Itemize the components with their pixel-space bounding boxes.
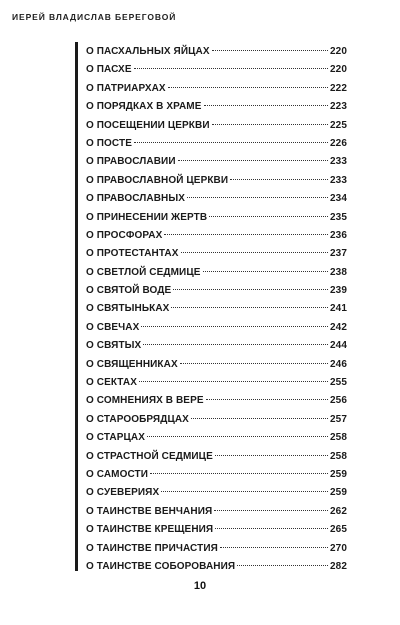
toc-entry-title: О ПОСТЕ: [86, 137, 132, 149]
toc-entry-page-number: 256: [330, 395, 347, 407]
running-head: ИЕРЕЙ ВЛАДИСЛАВ БЕРЕГОВОЙ: [12, 12, 177, 22]
toc-entry: [86, 303, 347, 321]
toc-dot-leader: [203, 271, 329, 272]
toc-entry-title: О ПРИНЕСЕНИИ ЖЕРТВ: [86, 211, 208, 223]
toc-dot-leader: [147, 436, 328, 437]
toc-entry: [86, 248, 347, 266]
toc-entry-title: О СВЯТОЙ ВОДЕ: [86, 285, 172, 297]
toc-entry-page-number: 241: [330, 303, 347, 315]
toc-entry: [86, 156, 347, 174]
toc-entry: [86, 285, 347, 303]
toc-entry-title: О ПРОСФОРАХ: [86, 229, 163, 241]
toc-entry-page-number: 237: [330, 248, 347, 260]
toc-dot-leader: [134, 142, 328, 143]
toc-dot-leader: [220, 547, 328, 548]
toc-dot-leader: [215, 528, 328, 529]
toc-entry: [86, 64, 347, 82]
toc-entry-page-number: 238: [330, 266, 347, 278]
toc-entry: [86, 193, 347, 211]
toc-entry-title: О ТАИНСТВЕ ВЕНЧАНИЯ: [86, 505, 213, 517]
toc-entry-title: О ТАИНСТВЕ СОБОРОВАНИЯ: [86, 560, 236, 572]
toc-entry: [86, 487, 347, 505]
table-of-contents: [86, 46, 347, 579]
toc-dot-leader: [181, 252, 328, 253]
toc-entry-title: О СВЯТЫХ: [86, 340, 142, 352]
toc-entry-title: О ТАИНСТВЕ ПРИЧАСТИЯ: [86, 542, 218, 554]
toc-entry-title: О СВЕЧАХ: [86, 321, 140, 333]
toc-entry: [86, 524, 347, 542]
toc-dot-leader: [178, 160, 328, 161]
toc-entry-title: О ПРАВОСЛАВИИ: [86, 156, 176, 168]
toc-entry-page-number: 255: [330, 377, 347, 389]
toc-entry: [86, 120, 347, 138]
toc-dot-leader: [191, 418, 328, 419]
toc-entry: [86, 46, 347, 64]
toc-entry-title: О СОМНЕНИЯХ В ВЕРЕ: [86, 395, 204, 407]
toc-entry-page-number: 246: [330, 358, 347, 370]
toc-entry-page-number: 262: [330, 505, 347, 517]
toc-entry-page-number: 257: [330, 413, 347, 425]
toc-entry-page-number: 223: [330, 101, 347, 113]
toc-entry: [86, 432, 347, 450]
toc-entry-page-number: 242: [330, 321, 347, 333]
toc-dot-leader: [171, 307, 328, 308]
toc-dot-leader: [168, 87, 328, 88]
toc-entry-title: О ПРОТЕСТАНТАХ: [86, 248, 179, 260]
toc-entry-title: О СВЯТЫНЬКАХ: [86, 303, 170, 315]
toc-entry-page-number: 225: [330, 119, 347, 131]
toc-entry-page-number: 265: [330, 524, 347, 536]
toc-entry-title: О СВЕТЛОЙ СЕДМИЦЕ: [86, 266, 201, 278]
toc-entry: [86, 101, 347, 119]
toc-entry-title: О СТАРЦАХ: [86, 432, 145, 444]
toc-entry-page-number: 222: [330, 82, 347, 94]
toc-entry-page-number: 282: [330, 560, 347, 572]
toc-dot-leader: [173, 289, 328, 290]
toc-entry-title: О ПРАВОСЛАВНОЙ ЦЕРКВИ: [86, 174, 229, 186]
toc-dot-leader: [206, 399, 328, 400]
toc-entry: [86, 212, 347, 230]
toc-entry-title: О ПАСХЕ: [86, 64, 132, 76]
toc-entry: [86, 414, 347, 432]
toc-entry-title: О ПОРЯДКАХ В ХРАМЕ: [86, 101, 202, 113]
toc-entry-page-number: 233: [330, 174, 347, 186]
toc-entry: [86, 377, 347, 395]
toc-dot-leader: [204, 105, 328, 106]
toc-dot-leader: [180, 363, 328, 364]
toc-dot-leader: [212, 50, 328, 51]
toc-entry-page-number: 226: [330, 137, 347, 149]
toc-entry: [86, 340, 347, 358]
toc-entry: [86, 175, 347, 193]
toc-dot-leader: [164, 234, 328, 235]
toc-entry: [86, 322, 347, 340]
toc-entry-page-number: 259: [330, 468, 347, 480]
toc-entry-title: О СЕКТАХ: [86, 377, 137, 389]
toc-entry: [86, 395, 347, 413]
toc-entry-page-number: 235: [330, 211, 347, 223]
toc-entry-title: О СТРАСТНОЙ СЕДМИЦЕ: [86, 450, 213, 462]
toc-entry: [86, 230, 347, 248]
toc-entry-title: О СВЯЩЕННИКАХ: [86, 358, 178, 370]
toc-dot-leader: [143, 344, 328, 345]
toc-entry-page-number: 244: [330, 340, 347, 352]
page-number: 10: [193, 580, 207, 592]
toc-entry-page-number: 258: [330, 432, 347, 444]
toc-dot-leader: [150, 473, 328, 474]
toc-entry: [86, 543, 347, 561]
toc-entry-title: О ПАТРИАРХАХ: [86, 82, 166, 94]
toc-dot-leader: [161, 491, 328, 492]
toc-entry-title: О САМОСТИ: [86, 468, 149, 480]
toc-entry-title: О ТАИНСТВЕ КРЕЩЕНИЯ: [86, 524, 214, 536]
toc-entry-title: О ПОСЕЩЕНИИ ЦЕРКВИ: [86, 119, 210, 131]
toc-entry: [86, 451, 347, 469]
toc-dot-leader: [134, 68, 328, 69]
toc-entry-page-number: 233: [330, 156, 347, 168]
toc-entry-page-number: 270: [330, 542, 347, 554]
toc-entry: [86, 83, 347, 101]
toc-entry: [86, 561, 347, 579]
toc-dot-leader: [237, 565, 328, 566]
toc-dot-leader: [215, 455, 328, 456]
toc-vertical-rule: [75, 42, 78, 571]
toc-entry-page-number: 220: [330, 64, 347, 76]
toc-entry-page-number: 220: [330, 46, 347, 57]
toc-entry-title: О ПАСХАЛЬНЫХ ЯЙЦАХ: [86, 46, 210, 57]
toc-entry: [86, 469, 347, 487]
toc-entry-page-number: 258: [330, 450, 347, 462]
toc-dot-leader: [141, 326, 328, 327]
toc-entry: [86, 138, 347, 156]
toc-entry-page-number: 234: [330, 193, 347, 205]
toc-entry-title: О СУЕВЕРИЯХ: [86, 487, 160, 499]
toc-dot-leader: [212, 124, 328, 125]
toc-entry-title: О ПРАВОСЛАВНЫХ: [86, 193, 186, 205]
toc-entry: [86, 267, 347, 285]
toc-entry-page-number: 259: [330, 487, 347, 499]
toc-dot-leader: [214, 510, 328, 511]
toc-entry: [86, 506, 347, 524]
toc-entry-page-number: 236: [330, 229, 347, 241]
toc-dot-leader: [230, 179, 328, 180]
toc-entry: [86, 359, 347, 377]
toc-dot-leader: [187, 197, 328, 198]
toc-entry-title: О СТАРООБРЯДЦАХ: [86, 413, 189, 425]
toc-dot-leader: [139, 381, 328, 382]
toc-dot-leader: [209, 216, 328, 217]
toc-entry-page-number: 239: [330, 285, 347, 297]
